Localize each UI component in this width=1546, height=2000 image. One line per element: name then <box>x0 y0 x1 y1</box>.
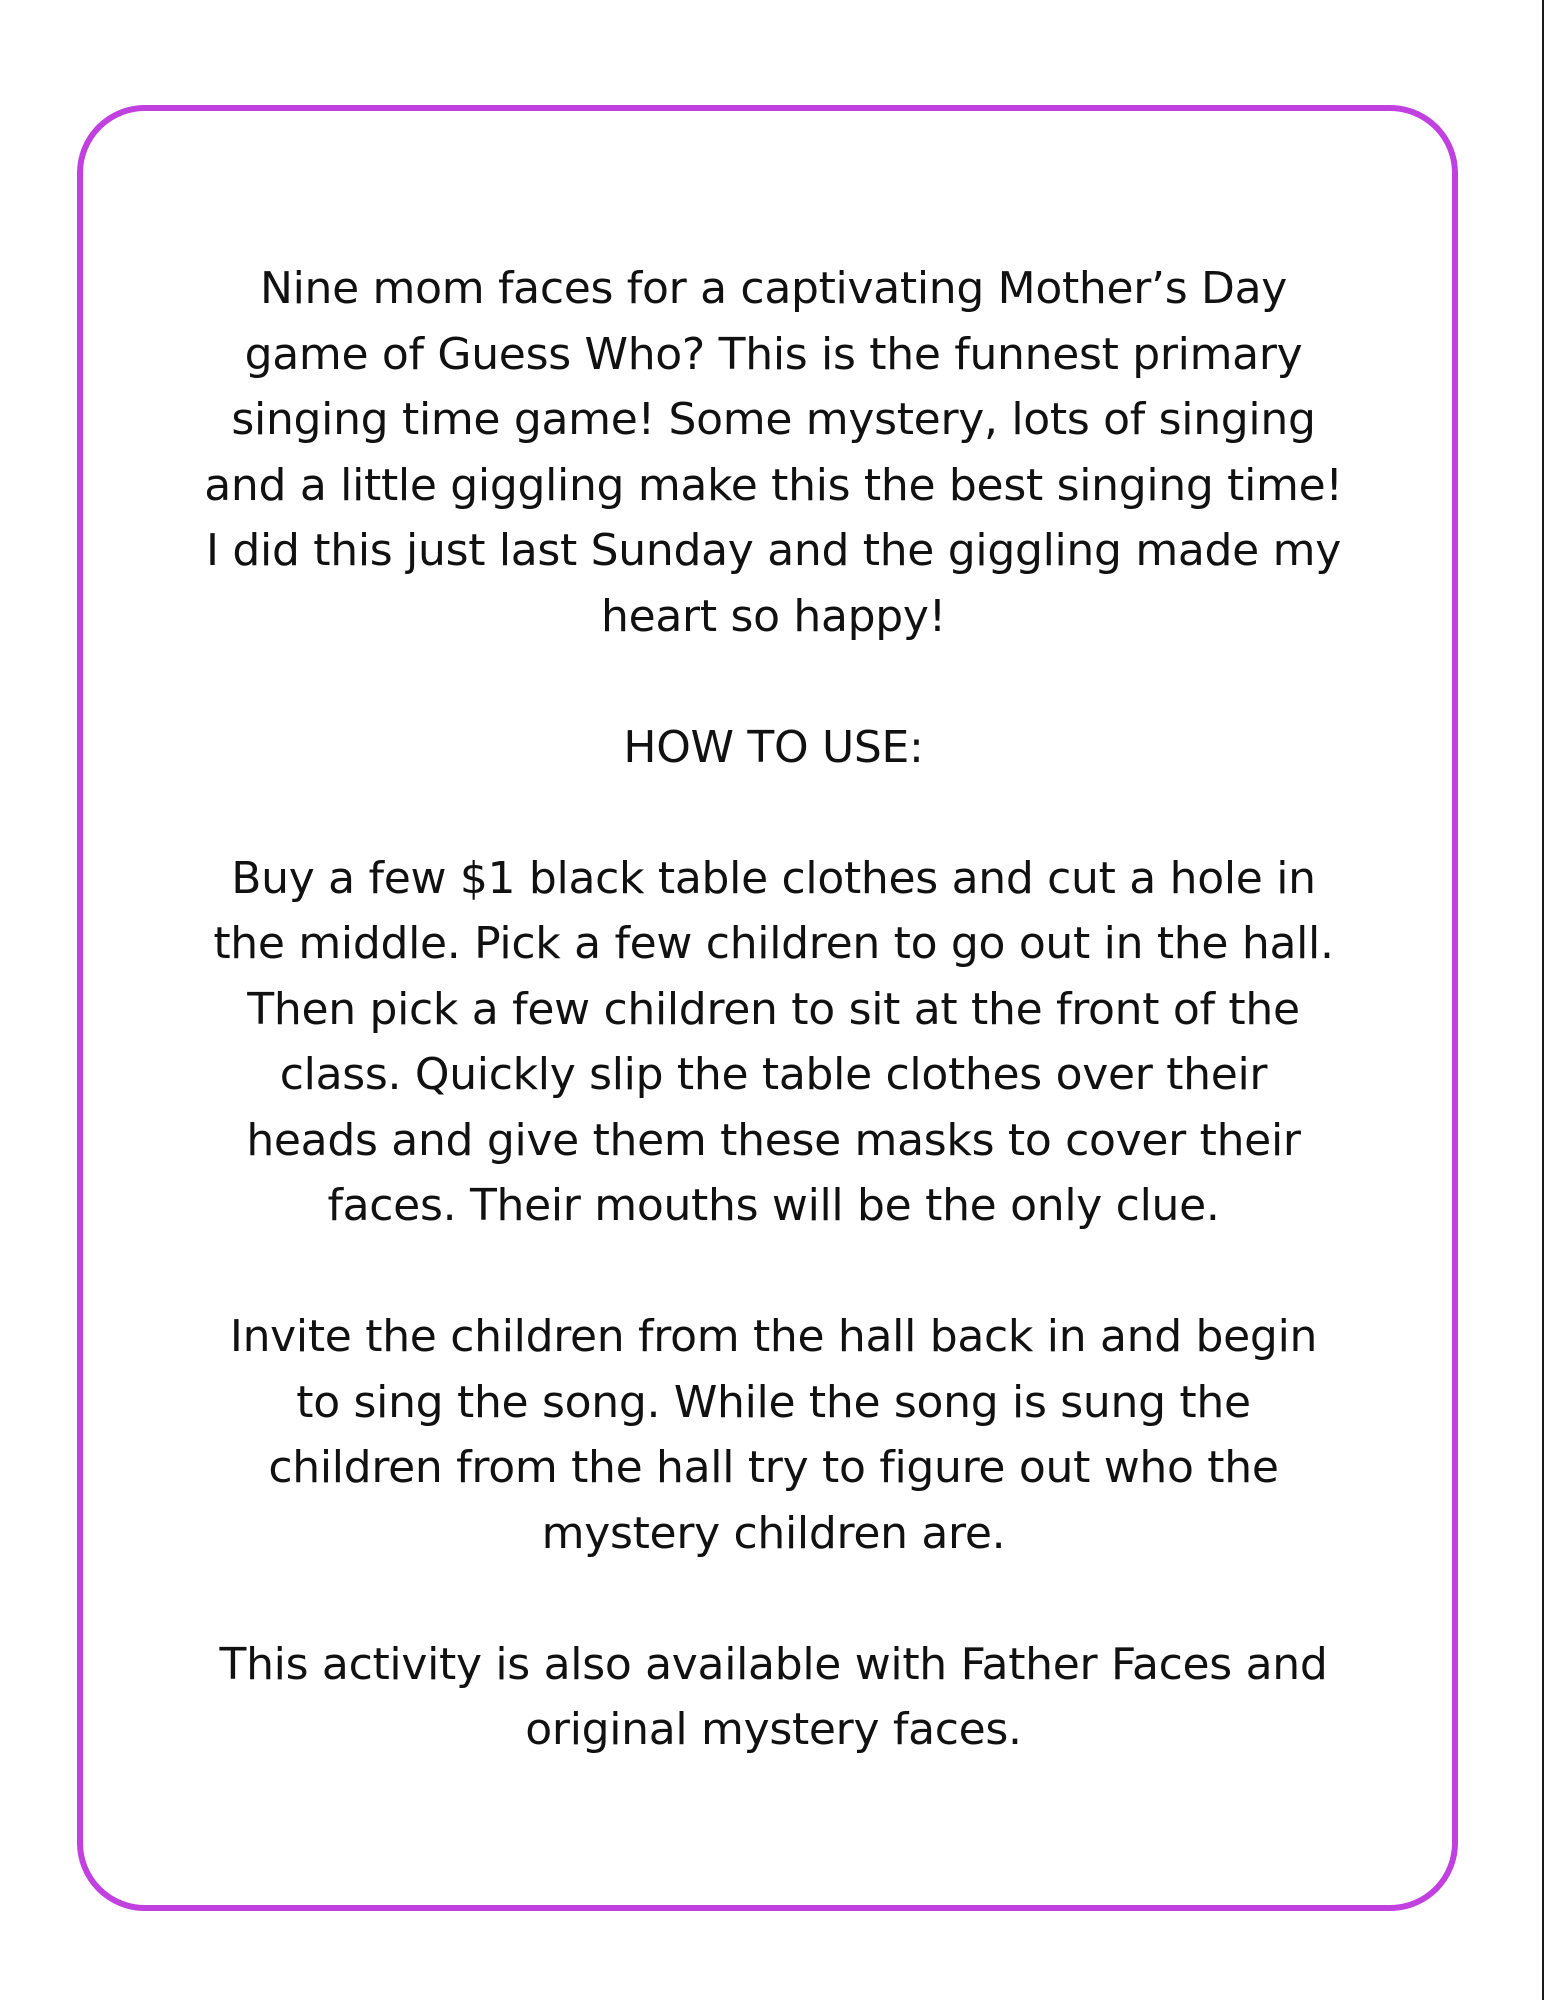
spacer <box>183 1566 1364 1632</box>
closing-paragraph: This activity is also available with Father Faces and original mystery faces. <box>219 1638 1328 1755</box>
instruction-card <box>77 105 1458 1911</box>
step-one-paragraph: Buy a few $1 black table clothes and cut a hole in the middle. Pick a few children to go out in the hall. Then pick a few children to sit at the front of the class. Quickly slip the table clothes over their heads and give them these masks to cover their faces. Their mouths will be the only clue. <box>213 852 1334 1231</box>
spacer <box>183 780 1364 846</box>
spacer <box>183 649 1364 715</box>
card-content <box>183 256 1364 1763</box>
spacer <box>183 1239 1364 1305</box>
intro-paragraph: Nine mom faces for a captivating Mother’s Day game of Guess Who? This is the funnest primary singing time game! Some mystery, lots of singing and a little giggling make this the best singing time! I did this just last Sunday and the giggling made my heart so happy! <box>204 263 1343 642</box>
step-two-paragraph: Invite the children from the hall back in and begin to sing the song. While the song is sung the children from the hall try to figure out who the mystery children are. <box>229 1311 1318 1559</box>
how-to-use-heading: HOW TO USE: <box>623 721 924 773</box>
page-edge-line <box>1542 0 1544 2000</box>
